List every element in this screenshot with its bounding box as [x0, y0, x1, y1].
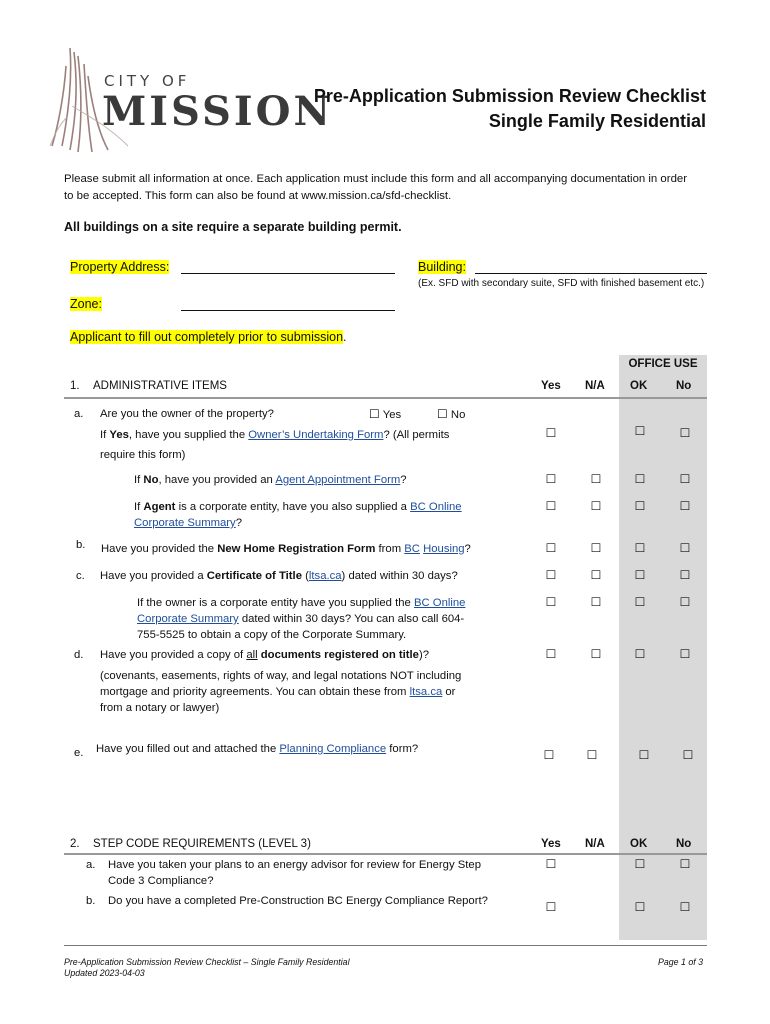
item-b-letter: b. [76, 539, 86, 551]
property-address-label: Property Address: [70, 260, 170, 274]
item-a-yes-subquestion: If Yes, have you supplied the Owner’s Undertaking Form? (All permits [100, 429, 450, 441]
item-d-question: Have you provided a copy of all documents registered on title)? [100, 649, 430, 661]
building-field[interactable] [475, 273, 707, 274]
item-e-question: Have you filled out and attached the Planning Compliance form? [96, 743, 419, 755]
document-title [314, 84, 706, 134]
a-agent-no-checkbox[interactable]: ☐ [679, 499, 691, 513]
step-b-ok-checkbox[interactable]: ☐ [634, 900, 646, 914]
owners-undertaking-form-link[interactable]: Owner’s Undertaking Form [248, 429, 384, 441]
corporate-summary-link[interactable]: Corporate Summary [134, 517, 236, 529]
step-a-ok-checkbox[interactable]: ☐ [634, 857, 646, 871]
step-a-yes-checkbox[interactable]: ☐ [545, 857, 557, 871]
item-d-line4: from a notary or lawyer) [100, 702, 220, 714]
bc-online-link[interactable]: BC Online [410, 501, 462, 513]
bc-online-link-2[interactable]: BC Online [413, 597, 466, 609]
b-na-checkbox[interactable]: ☐ [590, 541, 602, 555]
building-label: Building: [418, 260, 466, 274]
b-no-checkbox[interactable]: ☐ [679, 541, 691, 555]
c-ok-checkbox[interactable]: ☐ [634, 568, 646, 582]
col-yes-header: Yes [541, 380, 561, 392]
e-yes-checkbox[interactable]: ☐ [543, 748, 555, 762]
step-b-line1: Do you have a completed Pre-Construction BC Energy Compliance Report? [108, 895, 488, 907]
building-hint: (Ex. SFD with secondary suite, SFD with finished basement etc.) [418, 278, 705, 289]
c-sub-yes-checkbox[interactable]: ☐ [545, 595, 557, 609]
section-1-number: 1. [70, 380, 80, 392]
applicant-note: Applicant to fill out completely prior to submission [70, 330, 344, 344]
title-line-1: Pre-Application Submission Review Checklist [313, 86, 706, 106]
d-ok-checkbox[interactable]: ☐ [634, 647, 646, 661]
office-use-header: OFFICE USE [628, 358, 698, 370]
owner-no-label: No [450, 409, 466, 421]
item-c-subquestion: If the owner is a corporate entity have you supplied the BC Online [137, 597, 466, 609]
a-no-no-checkbox[interactable]: ☐ [679, 472, 691, 486]
title-line-2: Single Family Residential [488, 111, 706, 131]
c-sub-na-checkbox[interactable]: ☐ [590, 595, 602, 609]
c-sub-ok-checkbox[interactable]: ☐ [634, 595, 646, 609]
footer-rule [64, 945, 707, 946]
section-1-rule [64, 397, 707, 399]
item-a-question: Are you the owner of the property? [100, 408, 274, 420]
item-d-letter: d. [74, 649, 84, 661]
item-c-question: Have you provided a Certificate of Title (ltsa.ca) dated within 30 days? [100, 570, 458, 582]
e-no-checkbox[interactable]: ☐ [682, 748, 694, 762]
b-ok-checkbox[interactable]: ☐ [634, 541, 646, 555]
col-na-header-2: N/A [585, 838, 605, 850]
item-a-agent-line2: Corporate Summary? [134, 517, 243, 529]
d-yes-checkbox[interactable]: ☐ [545, 647, 557, 661]
step-a-letter: a. [86, 859, 96, 871]
corporate-summary-link-2[interactable]: Corporate Summary [137, 613, 239, 625]
col-yes-header-2: Yes [541, 838, 561, 850]
item-d-line3: mortgage and priority agreements. You can obtain these from ltsa.ca or [100, 686, 456, 698]
e-na-checkbox[interactable]: ☐ [586, 748, 598, 762]
property-address-field[interactable] [181, 273, 395, 274]
all-link[interactable]: all [246, 649, 258, 661]
item-a-yes-line2: require this form) [100, 449, 186, 461]
footer-document-name: Pre-Application Submission Review Checklist – Single Family Residential [64, 957, 350, 967]
item-c-sub-line3: 755-5525 to obtain a copy of the Corporate Summary. [137, 629, 407, 641]
d-na-checkbox[interactable]: ☐ [590, 647, 602, 661]
a-no-yes-checkbox[interactable]: ☐ [545, 472, 557, 486]
item-a-no-subquestion: If No, have you provided an Agent Appointment Form? [134, 474, 407, 486]
a-no-ok-checkbox[interactable]: ☐ [634, 472, 646, 486]
applicant-note-period: . [343, 330, 347, 344]
owner-no-checkbox[interactable]: ☐ [437, 407, 448, 421]
intro-line-2: to be accepted. This form can also be found at www.mission.ca/sfd-checklist. [64, 190, 452, 202]
step-a-no-checkbox[interactable]: ☐ [679, 857, 691, 871]
ltsa-link-2[interactable]: ltsa.ca [409, 686, 443, 698]
ltsa-link[interactable]: ltsa.ca [308, 570, 342, 582]
col-no-header: No [676, 380, 692, 392]
item-c-letter: c. [76, 570, 85, 582]
step-b-yes-checkbox[interactable]: ☐ [545, 900, 557, 914]
section-2-title: STEP CODE REQUIREMENTS (LEVEL 3) [93, 838, 311, 850]
owner-yes-label: Yes [382, 409, 402, 421]
col-no-header-2: No [676, 838, 692, 850]
intro-paragraph [64, 171, 714, 205]
a-yes-ok-checkbox[interactable]: ☐ [634, 424, 646, 438]
c-na-checkbox[interactable]: ☐ [590, 568, 602, 582]
section-1-title: ADMINISTRATIVE ITEMS [93, 380, 227, 392]
item-b-question: Have you provided the New Home Registration Form from BC Housing? [101, 543, 471, 555]
planning-compliance-link[interactable]: Planning Compliance [279, 743, 387, 755]
owner-yes-option[interactable] [369, 406, 401, 423]
e-ok-checkbox[interactable]: ☐ [638, 748, 650, 762]
step-a-line1: Have you taken your plans to an energy advisor for review for Energy Step [108, 859, 481, 871]
a-yes-yes-checkbox[interactable]: ☐ [545, 426, 557, 440]
item-a-agent-subquestion: If Agent is a corporate entity, have you also supplied a BC Online [134, 501, 462, 513]
section-2-number: 2. [70, 838, 80, 850]
a-yes-no-checkbox[interactable]: ☐ [679, 426, 691, 440]
agent-appointment-form-link[interactable]: Agent Appointment Form [275, 474, 401, 486]
step-a-line2: Code 3 Compliance? [108, 875, 214, 887]
b-yes-checkbox[interactable]: ☐ [545, 541, 557, 555]
a-agent-ok-checkbox[interactable]: ☐ [634, 499, 646, 513]
intro-line-1: Please submit all information at once. Each application must include this form and all accompanying documentation in order [64, 173, 688, 185]
logo-mission: MISSION [102, 88, 333, 135]
c-no-checkbox[interactable]: ☐ [679, 568, 691, 582]
separate-permit-notice: All buildings on a site require a separate building permit. [64, 220, 402, 234]
item-c-sub-line2: Corporate Summary dated within 30 days? You can also call 604- [137, 613, 465, 625]
d-no-checkbox[interactable]: ☐ [679, 647, 691, 661]
zone-label: Zone: [70, 297, 102, 311]
item-e-letter: e. [74, 747, 84, 759]
c-sub-no-checkbox[interactable]: ☐ [679, 595, 691, 609]
owner-no-option[interactable] [437, 406, 465, 423]
item-d-line2: (covenants, easements, rights of way, and legal notations NOT including [100, 670, 462, 682]
owner-yes-checkbox[interactable]: ☐ [369, 407, 380, 421]
a-no-na-checkbox[interactable]: ☐ [590, 472, 602, 486]
zone-field[interactable] [181, 310, 395, 311]
footer-page-number: Page 1 of 3 [658, 957, 703, 967]
logo-city-of: CITY OF [104, 72, 191, 90]
col-na-header: N/A [585, 380, 605, 392]
a-agent-yes-checkbox[interactable]: ☐ [545, 499, 557, 513]
step-b-no-checkbox[interactable]: ☐ [679, 900, 691, 914]
footer-updated-date: Updated 2023-04-03 [64, 968, 145, 978]
bc-link[interactable]: BC [404, 543, 420, 555]
col-ok-header-2: OK [630, 838, 648, 850]
step-b-letter: b. [86, 895, 96, 907]
c-yes-checkbox[interactable]: ☐ [545, 568, 557, 582]
col-ok-header: OK [630, 380, 648, 392]
housing-link[interactable]: Housing [423, 543, 465, 555]
item-a-letter: a. [74, 408, 84, 420]
section-2-rule [64, 853, 707, 855]
a-agent-na-checkbox[interactable]: ☐ [590, 499, 602, 513]
